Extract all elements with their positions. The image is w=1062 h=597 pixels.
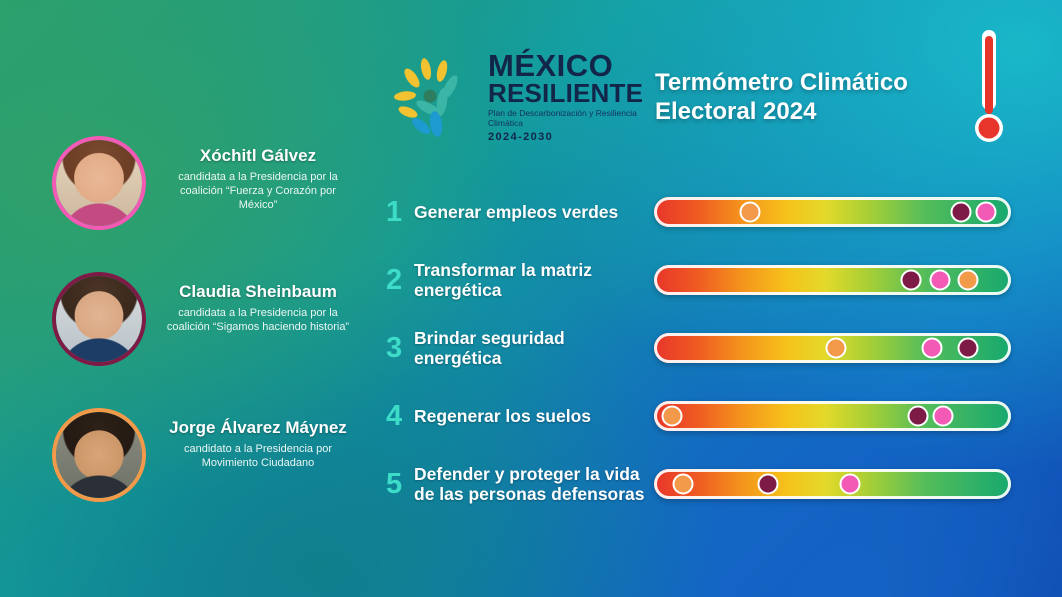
marker-xochitl-galvez[interactable] bbox=[976, 202, 997, 223]
candidate-name: Claudia Sheinbaum bbox=[179, 282, 337, 301]
candidate-text bbox=[160, 136, 356, 212]
marker-xochitl-galvez[interactable] bbox=[929, 270, 950, 291]
candidate-legend bbox=[52, 136, 362, 544]
gradient-gauge bbox=[654, 401, 1011, 431]
mexico-resiliente-logo bbox=[392, 48, 647, 147]
marker-xochitl-galvez[interactable] bbox=[840, 474, 861, 495]
candidate-description: candidata a la Presidencia por la coalición “Fuerza y Corazón por México” bbox=[178, 171, 338, 212]
avatar-portrait bbox=[56, 412, 142, 498]
gradient-gauge bbox=[654, 469, 1011, 499]
row-text: Transformar la matriz energética bbox=[414, 259, 592, 300]
row-number: 2 bbox=[386, 263, 403, 296]
marker-claudia-sheinbaum[interactable] bbox=[958, 338, 979, 359]
row-number: 3 bbox=[386, 331, 403, 364]
row-number: 1 bbox=[386, 195, 403, 228]
marker-claudia-sheinbaum[interactable] bbox=[901, 270, 922, 291]
row-text: Defender y proteger la vida de las personas defensoras bbox=[414, 463, 645, 504]
row-number: 4 bbox=[386, 399, 403, 432]
row-text: Regenerar los suelos bbox=[414, 405, 592, 426]
sun-leaf-icon bbox=[392, 56, 484, 142]
candidate-item bbox=[52, 136, 362, 254]
page-title: Termómetro Climático Electoral 2024 bbox=[655, 69, 908, 126]
marker-claudia-sheinbaum[interactable] bbox=[951, 202, 972, 223]
row-label bbox=[386, 196, 654, 229]
gradient-gauge bbox=[654, 333, 1011, 363]
logo-word-mexico: MÉXICO bbox=[488, 48, 614, 83]
marker-jorge-alvarez-maynez[interactable] bbox=[958, 270, 979, 291]
marker-jorge-alvarez-maynez[interactable] bbox=[740, 202, 761, 223]
avatar-portrait bbox=[56, 140, 142, 226]
ranking-row bbox=[386, 322, 1026, 374]
row-text: Brindar seguridad energética bbox=[414, 327, 565, 368]
avatar-claudia-sheinbaum bbox=[52, 272, 146, 366]
candidate-name: Xóchitl Gálvez bbox=[199, 146, 317, 165]
candidate-item bbox=[52, 408, 362, 526]
row-text: Generar empleos verdes bbox=[414, 201, 619, 222]
ranking-rows bbox=[386, 186, 1026, 526]
logo-subtitle: Plan de Descarbonización y Resiliencia Climática bbox=[488, 108, 637, 129]
logo-wordmark bbox=[488, 48, 648, 144]
candidate-description: candidata a la Presidencia por la coalición “Sigamos haciendo historia” bbox=[166, 307, 350, 334]
marker-xochitl-galvez[interactable] bbox=[922, 338, 943, 359]
marker-xochitl-galvez[interactable] bbox=[933, 406, 954, 427]
thermometer-icon bbox=[974, 28, 1004, 146]
candidate-text bbox=[160, 408, 356, 470]
avatar-jorge-alvarez-maynez bbox=[52, 408, 146, 502]
row-label bbox=[386, 260, 654, 301]
candidate-text bbox=[160, 272, 356, 334]
ranking-row bbox=[386, 458, 1026, 510]
row-label bbox=[386, 464, 654, 505]
candidate-description: candidato a la Presidencia por Movimiento Ciudadano bbox=[184, 443, 332, 470]
marker-claudia-sheinbaum[interactable] bbox=[908, 406, 929, 427]
gradient-gauge bbox=[654, 197, 1011, 227]
logo-word-resiliente: RESILIENTE bbox=[488, 77, 644, 108]
ranking-row bbox=[386, 254, 1026, 306]
ranking-row bbox=[386, 390, 1026, 442]
row-label bbox=[386, 328, 654, 369]
avatar-portrait bbox=[56, 276, 142, 362]
marker-jorge-alvarez-maynez[interactable] bbox=[661, 406, 682, 427]
marker-jorge-alvarez-maynez[interactable] bbox=[826, 338, 847, 359]
gradient-gauge bbox=[654, 265, 1011, 295]
row-number: 5 bbox=[386, 467, 403, 500]
marker-jorge-alvarez-maynez[interactable] bbox=[672, 474, 693, 495]
candidate-item bbox=[52, 272, 362, 390]
avatar-xochitl-galvez bbox=[52, 136, 146, 230]
ranking-row bbox=[386, 186, 1026, 238]
row-label bbox=[386, 400, 654, 433]
marker-claudia-sheinbaum[interactable] bbox=[758, 474, 779, 495]
candidate-name: Jorge Álvarez Máynez bbox=[169, 418, 347, 437]
logo-years: 2024-2030 bbox=[488, 131, 554, 144]
